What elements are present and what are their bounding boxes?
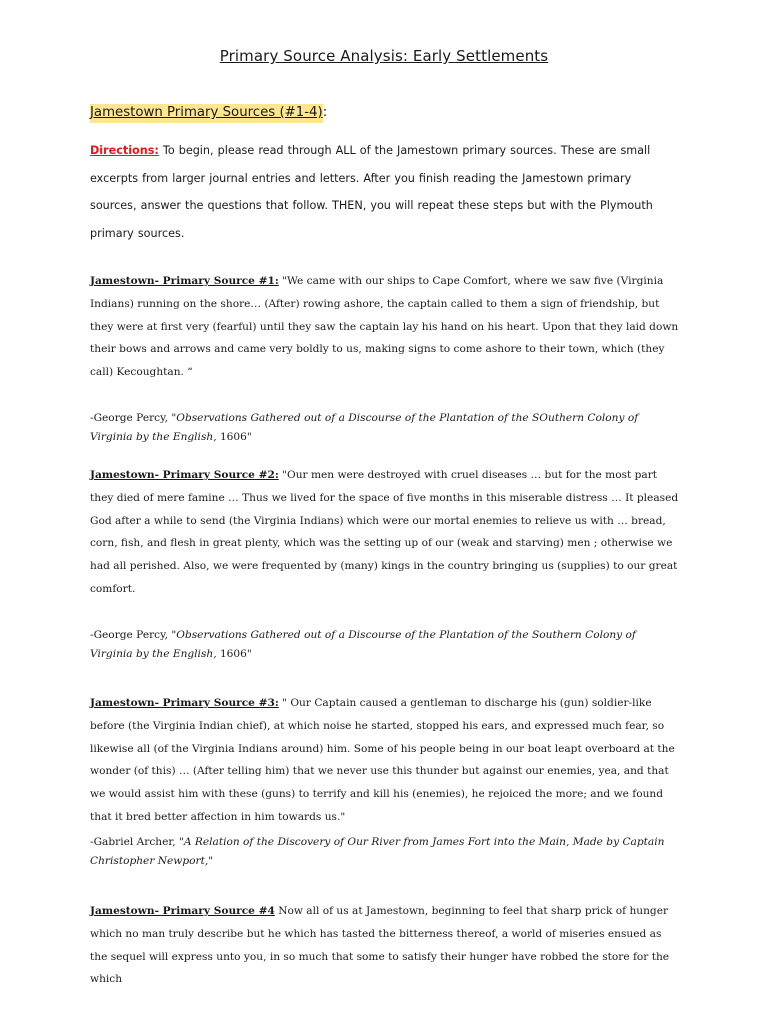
directions-label: Directions:	[90, 144, 159, 157]
primary-source-label: Jamestown- Primary Source #2:	[90, 469, 279, 481]
primary-source-text: "Our men were destroyed with cruel diseases … but for the most part they died of mere famine … Thus we lived for the space of five months in this miserable distress … It pleased God after a while to send (the Virginia Indians) which were our mortal enemies to relieve us with … bread, corn, fish, and flesh in great plenty, which was the setting up of our (weak and starving) men ; otherwise we had all perished. Also, we were frequented by (many) kings in the country bringing us (supplies) to our great comfort.	[90, 469, 679, 595]
section-heading-text: Jamestown Primary Sources (#1-4)	[90, 104, 323, 123]
citation-work: Observations Gathered out of a Discourse of the Plantation of the Southern Colony of Virginia by the English,	[90, 629, 636, 660]
primary-source-label: Jamestown- Primary Source #3:	[90, 697, 279, 709]
citation-suffix: "	[208, 854, 214, 867]
primary-source-label: Jamestown- Primary Source #1:	[90, 275, 279, 287]
citation-prefix: -George Percy, "	[90, 629, 177, 641]
primary-source-1-citation	[90, 409, 680, 446]
citation-suffix: 1606"	[216, 647, 252, 660]
primary-source-text: "We came with our ships to Cape Comfort, where we saw five (Virginia Indians) running on the shore… (After) rowing ashore, the captain called to them a sign of friendship, but they were at first very (fearful) until they saw the captain lay his hand on his heart. Upon that they laid down their bows and arrows and came very boldly to us, making signs to come ashore to their town, which (they call) Kecoughtan. “	[90, 275, 679, 379]
primary-source-1	[90, 270, 680, 384]
primary-source-3	[90, 692, 680, 829]
primary-source-text: " Our Captain caused a gentleman to discharge his (gun) soldier-like before (the Virginia Indian chief), at which noise he started, stopped his ears, and expressed much fear, so likewise all (of the Virginia Indians around) him. Some of his people being in our boat leapt overboard at the wonder (of this) … (After telling him) that we never use this thunder but against our enemies, yea, and that we would assist him with these (guns) to terrify and kill his (enemies), he rejoiced the more; and we found that it bred better affection in him towards us."	[90, 697, 675, 823]
directions-text: To begin, please read through ALL of the Jamestown primary sources. These are small excerpts from larger journal entries and letters. After you finish reading the Jamestown primary sources, answer the questions that follow. THEN, you will repeat these steps but with the Plymouth primary sources.	[90, 144, 653, 240]
section-heading-colon: :	[322, 105, 328, 120]
primary-source-text: Now all of us at Jamestown, beginning to feel that sharp prick of hunger which no man truly describe but he which has tasted the bitterness thereof, a world of miseries ensued as the sequel will express unto you, in so much that some to satisfy their hunger have robbed the store for the which	[90, 905, 670, 986]
primary-source-3-citation	[90, 833, 680, 870]
citation-suffix: 1606"	[216, 430, 252, 443]
citation-work: Observations Gathered out of a Discourse of the Plantation of the SOuthern Colony of Virginia by the English,	[90, 412, 639, 443]
directions-paragraph	[90, 137, 680, 247]
primary-source-2	[90, 464, 680, 601]
primary-source-2-citation	[90, 626, 680, 663]
page-title: Primary Source Analysis: Early Settlements	[219, 47, 549, 65]
section-heading	[90, 105, 327, 120]
primary-source-label: Jamestown- Primary Source #4	[90, 905, 275, 917]
citation-work: A Relation of the Discovery of Our River from James Fort into the Main, Made by Captain Christopher Newport,	[90, 836, 665, 867]
citation-prefix: -Gabriel Archer, "	[90, 836, 184, 848]
citation-prefix: -George Percy, "	[90, 412, 177, 424]
primary-source-4	[90, 900, 680, 991]
